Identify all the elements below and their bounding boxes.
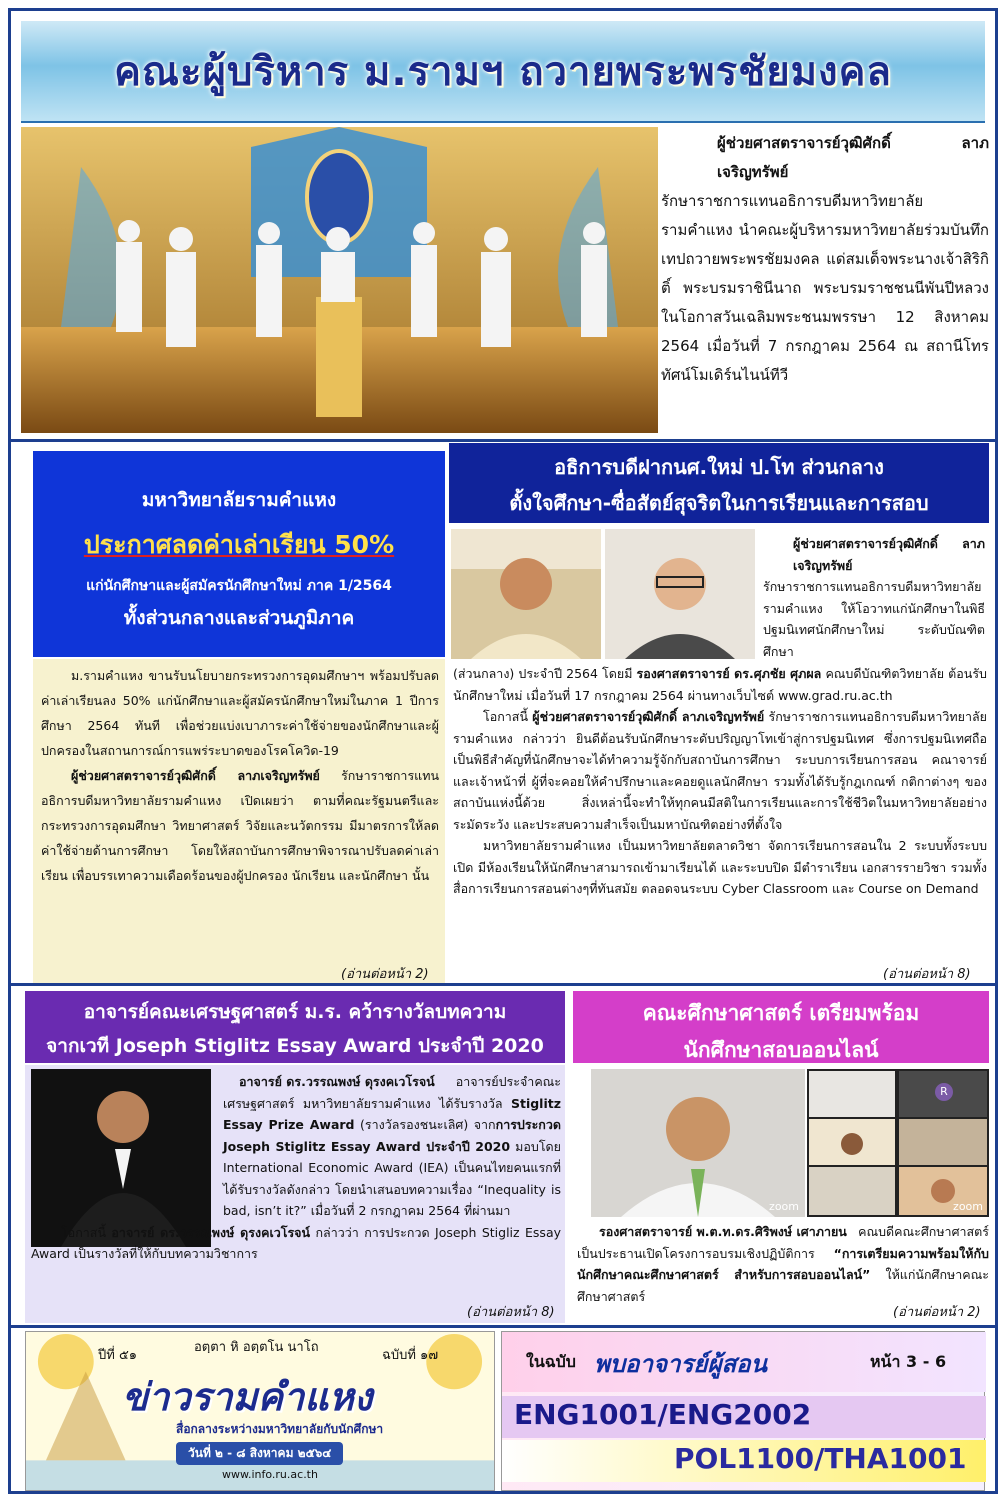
dean-photo [605, 529, 755, 659]
graduate-para-2: โอกาสนี้ ผู้ช่วยศาสตราจารย์วุฒิศักดิ์ ลาภเจริญทรัพย์ รักษาราชการแทนอธิการบดีมหาวิทยาลัยรามคำแหง กล่าวว่า ยินดีต้อนรับนักศึกษาระดับปริญญาโทเข้าสู่การปฐมนิเทศ ซึ่งการปฐมนิเทศถือเป็นพิธีสำคัญที่นักศึกษาจะได้ทำความรู้จักกับสถาบันการศึกษา ระบบการเรียนการสอน คณาจารย์ และเจ้าหน้าที่ ผู้ที่จะคอยให้คำปรึกษาและคอยดูแลนักศึกษา รวมทั้งได้รับรู้กฎเกณฑ์ กติกาต่างๆ ของสถาบันแห่งนี้ด้วย สิ่งเหล่านี้จะทำให้ทุกคนมีสติในการเรียนและการใช้ชีวิตในมหาวิทยาลัยอย่างระมัดระวัง และประสบความสำเร็จเป็นมหาบัณฑิตอย่างที่ตั้งใจ [453, 709, 987, 832]
ceremony-photo [21, 127, 658, 433]
inside-pages: หน้า 3 - 6 [870, 1352, 947, 1371]
website-url: www.info.ru.ac.th [222, 1468, 318, 1481]
education-article: รองศาสตราจารย์ พ.ต.ท.ดร.ศิริพงษ์ เศาภายน คณบดีคณะศึกษาศาสตร์ เป็นประธานเปิดโครงการอบรมเชิงปฏิบัติการ “การเตรียมความพร้อมให้กับนักศึกษาคณะศึกษาศาสตร์ สำหรับการสอบออนไลน์” ให้แก่นักศึกษาคณะศึกษาศาสตร์ [577, 1224, 989, 1304]
economics-article [31, 1071, 561, 1265]
lead-story-body: รักษาราชการแทนอธิการบดีมหาวิทยาลัยรามคำแหง นำคณะผู้บริหารมหาวิทยาลัยร่วมบันทึกเทปถวายพระพรชัยมงคล แด่สมเด็จพระนางเจ้าสิริกิติ์ พระบรมราชินีนาถ พระบรมราชชนนีพันปีหลวง ในโอกาสวันเฉลิมพระชนมพรรษา 12 สิงหาคม 2564 เมื่อวันที่ 7 กรกฎาคม 2564 ณ สถานีโทรทัศน์โมเดิร์นไนน์ทีวี [661, 192, 989, 384]
graduate-intro: ผู้ช่วยศาสตราจารย์วุฒิศักดิ์ ลาภเจริญทรัพย์ รักษาราชการแทนอธิการบดีมหาวิทยาลัยรามคำแหง ให้โอวาทแก่นักศึกษาในพิธีปฐมนิเทศนักศึกษาใหม่ ระดับบัณฑิตศึกษา [763, 536, 985, 659]
graduate-para-3: มหาวิทยาลัยรามคำแหง เป็นมหาวิทยาลัยตลาดวิชา จัดการเรียนการสอนใน 2 ระบบทั้งระบบเปิด มีห้องเรียนให้นักศึกษาสามารถเข้ามาเรียนได้ และระบบปิด มีตำราเรียน เอกสารรายวิชา รวมทั้งสื่อการเรียนการสอนต่างๆที่ทันสมัย ตลอดจนระบบ Cyber Classroom และ Course on Demand [453, 838, 987, 896]
volume-number: ปีที่ ๕๑ [98, 1348, 138, 1363]
zoom-watermark-grid: zoom [953, 1200, 983, 1213]
main-headline: คณะผู้บริหาร ม.รามฯ ถวายพระพรชัยมงคล [114, 49, 892, 95]
graduate-headline-box [449, 443, 989, 523]
graduate-article [453, 663, 987, 900]
tuition-continued: (อ่านต่อหน้า 2) [341, 967, 429, 982]
divider [11, 1325, 995, 1328]
inside-issue-box [501, 1331, 985, 1491]
inside-feature: พบอาจารย์ผู้สอน [594, 1350, 767, 1378]
lead-story-text [661, 129, 989, 390]
graduate-para-1: (ส่วนกลาง) ประจำปี 2564 โดยมี รองศาสตราจารย์ ดร.ศุภชัย ศุภผล คณบดีบัณฑิตวิทยาลัย ต้อนรับนักศึกษาใหม่ เมื่อวันที่ 17 กรกฎาคม 2564 ผ่านทางเว็บไซต์ www.grad.ru.ac.th [453, 666, 987, 703]
course-codes-1: ENG1001/ENG2002 [514, 1398, 812, 1431]
graduate-headline-1: อธิการบดีฝากนศ.ใหม่ ป.โท ส่วนกลาง [554, 455, 884, 479]
rector-photo [451, 529, 601, 659]
headline-banner [21, 21, 985, 123]
graduate-continued: (อ่านต่อหน้า 8) [883, 967, 971, 982]
economics-headline-2: จากเวที Joseph Stiglitz Essay Award ประจำปี 2020 [46, 1035, 544, 1057]
economics-headline-1: อาจารย์คณะเศรษฐศาสตร์ ม.ร. คว้ารางวัลบทความ [83, 1001, 507, 1023]
tuition-line-4: ทั้งส่วนกลางและส่วนภูมิภาค [123, 607, 355, 629]
tuition-announcement [33, 451, 445, 657]
zoom-watermark: zoom [769, 1200, 799, 1213]
lead-story-name: ผู้ช่วยศาสตราจารย์วุฒิศักดิ์ ลาภเจริญทรัพย์ [717, 134, 989, 181]
economics-headline-box [25, 991, 565, 1063]
graduate-headline-2: ตั้งใจศึกษา-ซื่อสัตย์สุจริตในการเรียนและการสอบ [509, 491, 929, 515]
participant-avatar: R [935, 1083, 953, 1101]
dean-zoom-photo [591, 1069, 805, 1217]
issue-date: วันที่ ๒ - ๘ สิงหาคม ๒๕๖๔ [176, 1442, 343, 1465]
nameplate-title: ข่าวรามคำแหง [122, 1375, 373, 1419]
issue-number: ฉบับที่ ๑๗ [382, 1348, 439, 1363]
divider [11, 983, 995, 986]
inside-label: ในฉบับ [526, 1352, 576, 1371]
tuition-article [41, 663, 439, 888]
course-codes-2: POL1100/THA1001 [674, 1442, 967, 1475]
tuition-para-1: ม.รามคำแหง ขานรับนโยบายกระทรวงการอุดมศึกษาฯ พร้อมปรับลดค่าเล่าเรียนลง 50% แก่นักศึกษาและผู้สมัครนักศึกษาใหม่ในภาค 1 ปีการศึกษา 2564 ทันที เพื่อช่วยแบ่งเบาภาระค่าใช้จ่ายของนักศึกษาและผู้ปกครองในสถานการณ์การแพร่ระบาดของโรคโควิด-19 [41, 668, 439, 758]
tuition-line-3: แก่นักศึกษาและผู้สมัครนักศึกษาใหม่ ภาค 1/2564 [86, 578, 392, 594]
economics-para-2: โอกาสนี้ อาจารย์ ดร.วรรณพงษ์ ดุรงคเวโรจน์ กล่าวว่า การประกวด Joseph Stigliz Essay Award เป็นรางวัลที่ให้กับบทความวิชาการ [31, 1224, 561, 1261]
tuition-para-2: ผู้ช่วยศาสตราจารย์วุฒิศักดิ์ ลาภเจริญทรัพย์ รักษาราชการแทนอธิการบดีมหาวิทยาลัยรามคำแหง เปิดเผยว่า ตามที่คณะรัฐมนตรีและกระทรวงการอุดมศึกษา วิทยาศาสตร์ วิจัยและนวัตกรรม มีมาตรการให้ลดค่าใช้จ่ายด้านการศึกษา โดยให้สถาบันการศึกษาพิจารณาปรับลดค่าเล่าเรียน เพื่อบรรเทาความเดือดร้อนของผู้ปกครอง นักเรียน และนักศึกษา นั้น [41, 768, 439, 883]
nameplate-subtitle: สื่อกลางระหว่างมหาวิทยาลัยกับนักศึกษา [176, 1422, 384, 1436]
newspaper-page [8, 8, 998, 1494]
economics-para-1a: อาจารย์ ดร.วรรณพงษ์ ดุรงคเวโรจน์ อาจารย์ประจำคณะเศรษฐศาสตร์ มหาวิทยาลัยรามคำแหง ได้รับรางวัล Stiglitz Essay Prize Award (รางวัลรองชนะเลิศ) จากการประกวด Joseph Stiglitz Essay Award ประจำปี 2020 มอบโดย International Economic Award (IEA) เป็นคนไทยคนแรกที่ได้รับรางวัลดังกล่าว โดยนำเสนอบทความเรื่อง “Inequality is bad, isn’t it?” เมื่อวันที่ 2 กรกฎาคม 2564 ที่ผ่านมา [223, 1074, 561, 1218]
newspaper-nameplate [25, 1331, 495, 1491]
education-continued: (อ่านต่อหน้า 2) [893, 1305, 981, 1320]
education-headline-box [573, 991, 989, 1063]
education-headline-1: คณะศึกษาศาสตร์ เตรียมพร้อม [642, 1001, 920, 1025]
education-headline-2: นักศึกษาสอบออนไลน์ [683, 1038, 879, 1062]
motto: อตฺตา หิ อตฺตโน นาโถ [194, 1340, 319, 1355]
tuition-line-1: มหาวิทยาลัยรามคำแหง [141, 489, 337, 511]
economics-continued: (อ่านต่อหน้า 8) [467, 1305, 555, 1320]
zoom-grid-photo [807, 1069, 989, 1217]
divider [11, 439, 995, 442]
tuition-headline: ประกาศลดค่าเล่าเรียน 50% [83, 530, 395, 559]
